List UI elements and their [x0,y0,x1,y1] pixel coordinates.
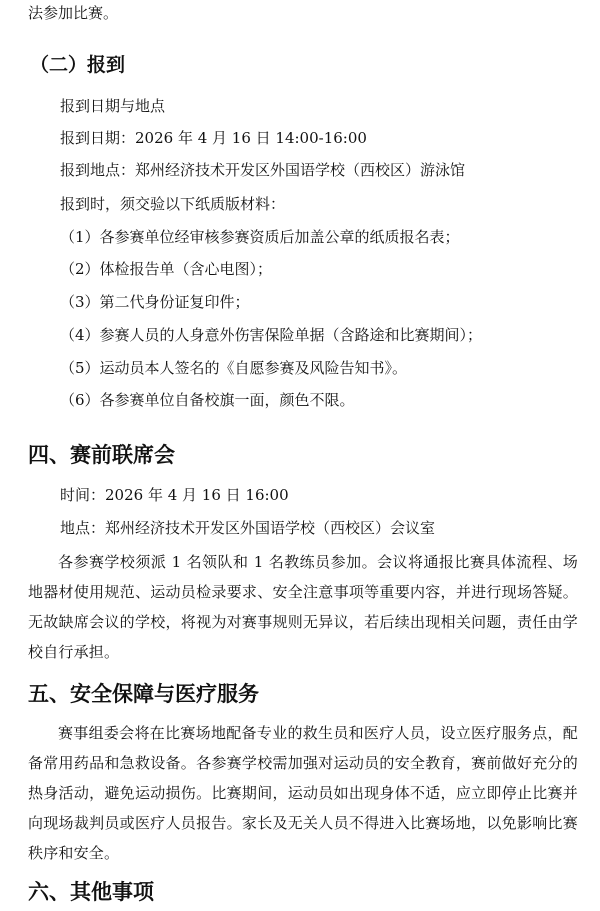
material-item: （3）第二代身份证复印件； [60,293,250,311]
material-item: （1）各参赛单位经审核参赛资质后加盖公章的纸质报名表； [60,228,460,246]
material-item: （2）体检报告单（含心电图）； [60,260,273,278]
intro-tail-text: 法参加比赛。 [28,4,119,22]
meeting-place-line: 地点：郑州经济技术开发区外国语学校（西校区）会议室 [60,519,436,537]
safety-body-paragraph: 赛事组委会将在比赛场地配备专业的救生员和医疗人员，设立医疗服务点，配备常用药品和急救设备。各参赛学校需加强对运动员的安全教育，赛前做好充分的热身活动，避免运动损伤。比赛期间，运动员如出现身体不适，应立即停止比赛并向现场裁判员或医疗人员报告。家长及无关人员不得进入比赛场地，以免影响比赛秩序和安全。 [28,724,578,862]
others-heading: 六、其他事项 [28,880,154,904]
meeting-time-line: 时间：2026 年 4 月 16 日 16:00 [60,486,289,504]
material-item: （5）运动员本人签名的《自愿参赛及风险告知书》。 [60,359,408,377]
registration-date-place-title: 报到日期与地点 [60,97,166,115]
registration-materials-intro: 报到时，须交验以下纸质版材料： [60,195,286,213]
safety-heading: 五、安全保障与医疗服务 [28,682,259,706]
material-item: （4）参赛人员的人身意外伤害保险单据（含路途和比赛期间）； [60,326,483,344]
material-item: （6）各参赛单位自备校旗一面，颜色不限。 [60,391,355,409]
registration-place-line: 报到地点：郑州经济技术开发区外国语学校（西校区）游泳馆 [60,161,466,179]
meeting-body-paragraph: 各参赛学校须派 1 名领队和 1 名教练员参加。会议将通报比赛具体流程、场地器材使用规范、运动员检录要求、安全注意事项等重要内容，并进行现场答疑。无故缺席会议的学校，将视为对赛事规则无异议，若后续出现相关问题，责任由学校自行承担。 [28,553,578,661]
meeting-heading: 四、赛前联席会 [28,443,175,467]
registration-heading: （二）报到 [30,54,126,76]
registration-date-line: 报到日期：2026 年 4 月 16 日 14:00-16:00 [60,129,367,147]
